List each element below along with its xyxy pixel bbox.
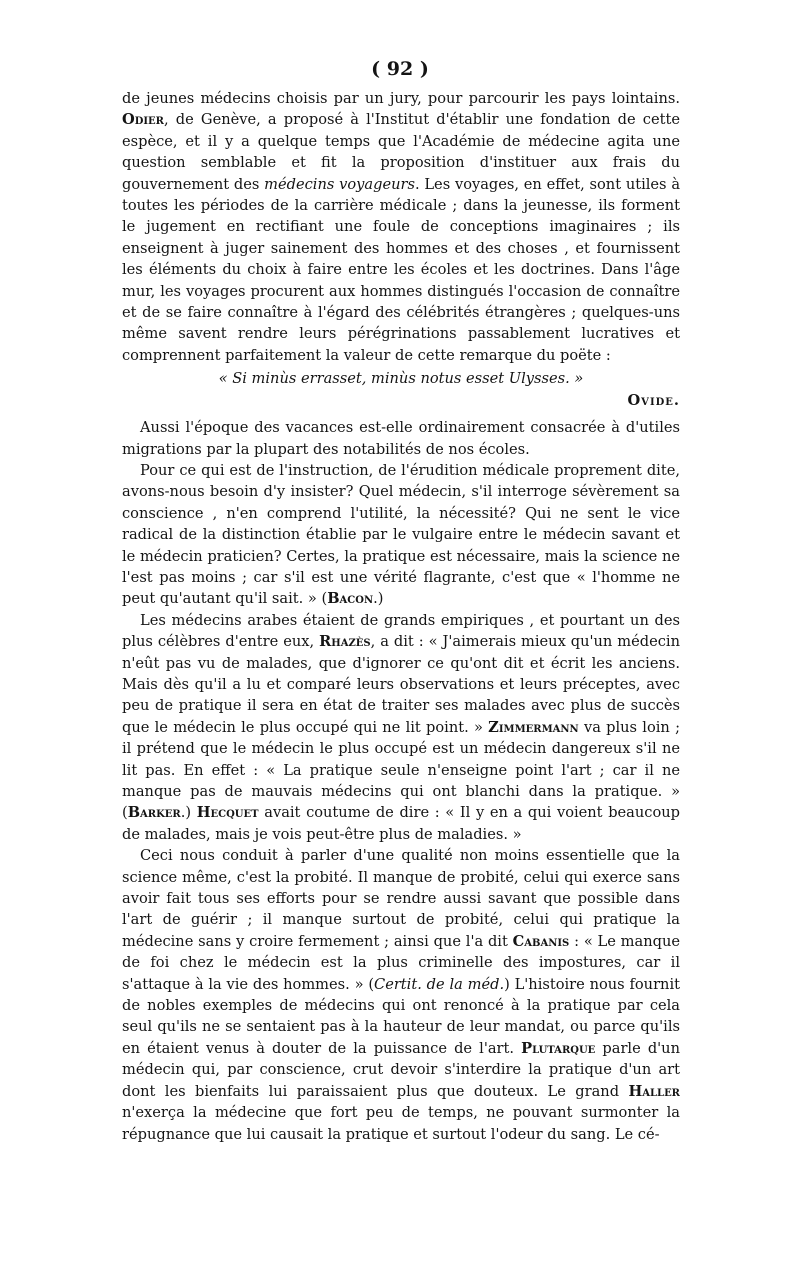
italic-text: médecins voyageurs <box>264 175 415 193</box>
text-run: : « Le manque de foi chez le médecin est la plus criminelle des impostures, car il s'attaque à la vie des hommes. » ( <box>122 932 681 993</box>
text-run: , a dit : « J'aimerais mieux qu'un médecin n'eût pas vu de malades, que d'ignorer ce qu'ont dit et écrit les anciens. Mais dès qu'il a lu et comparé leurs observations et leurs préceptes, avec peu de pratique il sera en état de traiter ses malades avec plus de succès que le médecin le plus occupé qui ne lit point. » <box>122 633 680 736</box>
latin-quote: « Si minùs errasset, minùs notus esset Ulysses. » <box>218 370 584 388</box>
paragraph-p5 <box>122 845 680 1145</box>
quote-attribution: Ovide. <box>627 391 680 409</box>
proper-name: Barker <box>127 804 181 822</box>
text-run: parle d'un médecin qui, par conscience, crut devoir s'interdire la pratique d'un art dont les bienfaits lui paraissaient plus que douteux. Le grand <box>122 1039 680 1100</box>
proper-name: Hecquet <box>196 804 259 822</box>
proper-name: Zimmermann <box>488 718 579 736</box>
paragraphs-before-quote <box>122 88 680 366</box>
text-run: avait coutume de dire : « Il y en a qui voient beaucoup de malades, mais je vois peut-être plus de maladies. » <box>122 804 680 843</box>
text-run: , de Genève, a proposé à l'Institut d'établir une fondation de cette espèce, et il y a quelque temps que l'Académie de médecine agita une question semblable et fit la proposition d'instituer aux frais du gouvernement des <box>122 111 680 193</box>
paragraphs-after-quote <box>122 417 680 1145</box>
text-run: ) L'histoire nous fournit de nobles exemples de médecins qui ont renoncé à la pratique par cela seul qu'ils ne se sentaient pas à la hauteur de leur mandat, ou parce qu'ils en étaient venus à douter de la puissance de l'art. <box>122 975 680 1057</box>
proper-name: Rhazès <box>319 633 371 651</box>
proper-name: Plutarque <box>521 1039 596 1057</box>
text-run: Aussi l'époque des vacances est-elle ordinairement consacrée à d'utiles migrations par la plupart des notabilités de nos écoles. <box>122 419 680 458</box>
paragraph-p4 <box>122 610 680 845</box>
text-run: .) <box>373 590 384 608</box>
paragraph-p2 <box>122 417 680 460</box>
text-run: n'exerça la médecine que fort peu de temps, ne pouvant surmonter la répugnance que lui causait la pratique et surtout l'odeur du sang. Le cé- <box>122 1104 680 1143</box>
page-number: ( 92 ) <box>371 58 429 80</box>
text-run: Ceci nous conduit à parler d'une qualité non moins essentielle que la science même, c'est la probité. Il manque de probité, celui qui exerce sans avoir fait tous ses efforts pour se rendre aussi savant que possible dans l'art de guérir ; il manque surtout de probité, celui qui pratique la médecine sans y croire fermement ; ainsi que l'a dit <box>122 847 680 950</box>
text-run: va plus loin ; il prétend que le médecin le plus occupé est un médecin dangereux s'il ne lit pas. En effet : « La pratique seule n'enseigne point l'art ; car il ne manque pas de mauvais médecins qui ont blanchi dans la pratique. » ( <box>122 718 680 822</box>
text-run: . Les voyages, en effet, sont utiles à toutes les périodes de la carrière médicale ; dans la jeunesse, ils forment le jugement en rectifiant une foule de conceptions imaginaires ; ils enseignent à juger sainement des hommes et des choses , et fournissent les éléments du choix à faire entre les écoles et les doctrines. Dans l'âge mur, les voyages procurent aux hommes distingués l'occasion de connaître et de se faire connaître à l'égard des célébrités étrangères ; quelques-uns même savent rendre leurs pérégrinations passablement lucratives et comprennent parfaitement la valeur de cette remarque du poëte : <box>122 175 681 364</box>
paragraph-p3 <box>122 460 680 610</box>
proper-name: Odier <box>122 111 164 129</box>
proper-name: Cabanis <box>512 932 570 950</box>
paragraph-p1 <box>122 88 680 366</box>
proper-name: Haller <box>628 1082 680 1100</box>
text-run: Pour ce qui est de l'instruction, de l'érudition médicale proprement dite, avons-nous besoin d'y insister? Quel médecin, s'il interroge sévèrement sa conscience , n'en comprend l'utilité, la nécessité? Qui ne sent le vice radical de la distinction établie par le vulgaire entre le médecin savant et le médecin praticien? Certes, la pratique est nécessaire, mais la science ne l'est pas moins ; car s'il est une vérité flagrante, c'est que « l'homme ne peut qu'autant qu'il sait. » ( <box>122 461 680 608</box>
body-text <box>122 88 680 1145</box>
text-run: Les médecins arabes étaient de grands empiriques , et pourtant un des plus célèbres d'entre eux, <box>122 611 680 651</box>
text-run: .) <box>180 804 197 822</box>
proper-name: Bacon <box>327 590 374 608</box>
italic-text: Certit. de la méd. <box>374 975 505 993</box>
text-run: de jeunes médecins choisis par un jury, pour parcourir les pays lointains. <box>122 90 680 107</box>
